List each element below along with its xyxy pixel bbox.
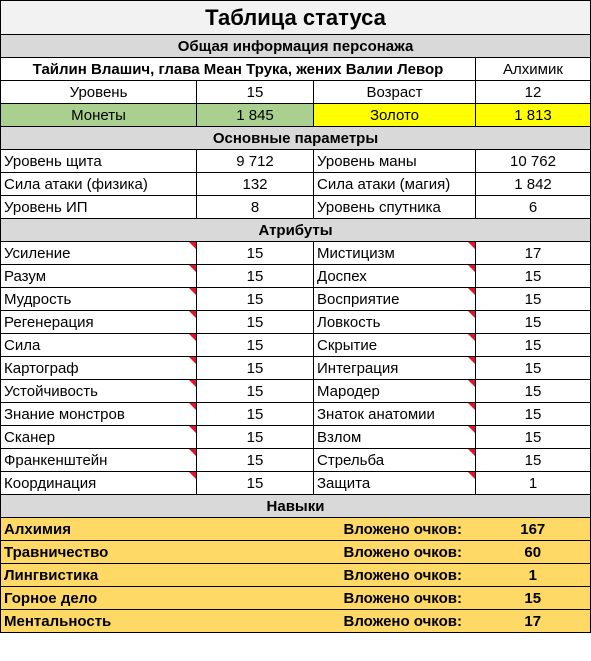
character-name: Тайлин Влашич, глава Меан Трука, жених Валии Левор bbox=[1, 58, 476, 81]
attribute-value: 15 bbox=[476, 403, 591, 426]
skill-row bbox=[1, 518, 591, 541]
attribute-value: 15 bbox=[197, 288, 314, 311]
section-skills-header: Навыки bbox=[1, 495, 591, 518]
attribute-label: Защита bbox=[314, 472, 476, 495]
attribute-label: Координация bbox=[1, 472, 197, 495]
attribute-label: Разум bbox=[1, 265, 197, 288]
age-label: Возраст bbox=[314, 81, 476, 104]
param-row bbox=[1, 196, 591, 219]
level-value: 15 bbox=[197, 81, 314, 104]
section-general-header: Общая информация персонажа bbox=[1, 35, 591, 58]
attribute-value: 15 bbox=[476, 334, 591, 357]
attribute-value: 15 bbox=[476, 311, 591, 334]
param-value: 10 762 bbox=[476, 150, 591, 173]
skill-points-value: 60 bbox=[476, 541, 591, 564]
attribute-row bbox=[1, 311, 591, 334]
attribute-value: 17 bbox=[476, 242, 591, 265]
attribute-label: Знаток анатомии bbox=[314, 403, 476, 426]
attribute-row bbox=[1, 449, 591, 472]
attribute-label: Регенерация bbox=[1, 311, 197, 334]
skill-row bbox=[1, 541, 591, 564]
param-label: Сила атаки (магия) bbox=[314, 173, 476, 196]
param-value: 9 712 bbox=[197, 150, 314, 173]
attribute-row bbox=[1, 334, 591, 357]
attribute-value: 15 bbox=[197, 380, 314, 403]
coins-value: 1 845 bbox=[197, 104, 314, 127]
attribute-value: 15 bbox=[197, 357, 314, 380]
attribute-value: 15 bbox=[476, 449, 591, 472]
attribute-row bbox=[1, 403, 591, 426]
param-label: Уровень ИП bbox=[1, 196, 197, 219]
skill-points-value: 17 bbox=[476, 610, 591, 633]
attribute-label: Сканер bbox=[1, 426, 197, 449]
skill-points-label: Вложено очков: bbox=[314, 541, 476, 564]
attribute-label: Мародер bbox=[314, 380, 476, 403]
level-label: Уровень bbox=[1, 81, 197, 104]
attribute-label: Сила bbox=[1, 334, 197, 357]
param-label: Уровень щита bbox=[1, 150, 197, 173]
attribute-label: Картограф bbox=[1, 357, 197, 380]
attribute-value: 15 bbox=[197, 265, 314, 288]
table-title: Таблица статуса bbox=[1, 1, 591, 35]
param-value: 1 842 bbox=[476, 173, 591, 196]
character-class: Алхимик bbox=[476, 58, 591, 81]
skill-points-value: 15 bbox=[476, 587, 591, 610]
gold-value: 1 813 bbox=[476, 104, 591, 127]
attribute-label: Франкенштейн bbox=[1, 449, 197, 472]
skill-points-value: 167 bbox=[476, 518, 591, 541]
attribute-label: Взлом bbox=[314, 426, 476, 449]
attribute-row bbox=[1, 472, 591, 495]
attribute-value: 15 bbox=[197, 426, 314, 449]
attribute-label: Устойчивость bbox=[1, 380, 197, 403]
skill-name: Ментальность bbox=[1, 610, 314, 633]
attribute-value: 15 bbox=[197, 334, 314, 357]
skill-points-label: Вложено очков: bbox=[314, 587, 476, 610]
skill-row bbox=[1, 564, 591, 587]
age-value: 12 bbox=[476, 81, 591, 104]
skill-name: Горное дело bbox=[1, 587, 314, 610]
attribute-value: 15 bbox=[197, 449, 314, 472]
attribute-value: 15 bbox=[476, 265, 591, 288]
coins-label: Монеты bbox=[1, 104, 197, 127]
attribute-label: Усиление bbox=[1, 242, 197, 265]
param-row bbox=[1, 150, 591, 173]
param-row bbox=[1, 173, 591, 196]
section-main-params-header: Основные параметры bbox=[1, 127, 591, 150]
skill-points-label: Вложено очков: bbox=[314, 518, 476, 541]
skill-points-value: 1 bbox=[476, 564, 591, 587]
attribute-row bbox=[1, 242, 591, 265]
attribute-value: 15 bbox=[476, 288, 591, 311]
attribute-value: 15 bbox=[197, 403, 314, 426]
attribute-label: Мудрость bbox=[1, 288, 197, 311]
attribute-row bbox=[1, 265, 591, 288]
param-value: 8 bbox=[197, 196, 314, 219]
attribute-label: Интеграция bbox=[314, 357, 476, 380]
attribute-label: Знание монстров bbox=[1, 403, 197, 426]
skill-row bbox=[1, 587, 591, 610]
skill-points-label: Вложено очков: bbox=[314, 564, 476, 587]
skill-name: Лингвистика bbox=[1, 564, 314, 587]
attribute-label: Восприятие bbox=[314, 288, 476, 311]
attribute-label: Ловкость bbox=[314, 311, 476, 334]
skill-name: Травничество bbox=[1, 541, 314, 564]
attribute-label: Доспех bbox=[314, 265, 476, 288]
attribute-value: 1 bbox=[476, 472, 591, 495]
skills-body bbox=[1, 518, 591, 633]
attribute-value: 15 bbox=[197, 472, 314, 495]
param-value: 132 bbox=[197, 173, 314, 196]
attribute-label: Скрытие bbox=[314, 334, 476, 357]
param-label: Сила атаки (физика) bbox=[1, 173, 197, 196]
attribute-label: Стрельба bbox=[314, 449, 476, 472]
skill-row bbox=[1, 610, 591, 633]
attribute-row bbox=[1, 357, 591, 380]
param-label: Уровень маны bbox=[314, 150, 476, 173]
attribute-row bbox=[1, 380, 591, 403]
param-label: Уровень спутника bbox=[314, 196, 476, 219]
attribute-value: 15 bbox=[476, 380, 591, 403]
attributes-body bbox=[1, 242, 591, 495]
attribute-value: 15 bbox=[197, 311, 314, 334]
skill-name: Алхимия bbox=[1, 518, 314, 541]
attribute-value: 15 bbox=[476, 426, 591, 449]
gold-label: Золото bbox=[314, 104, 476, 127]
attribute-value: 15 bbox=[197, 242, 314, 265]
skill-points-label: Вложено очков: bbox=[314, 610, 476, 633]
attribute-value: 15 bbox=[476, 357, 591, 380]
attribute-row bbox=[1, 288, 591, 311]
section-attributes-header: Атрибуты bbox=[1, 219, 591, 242]
param-value: 6 bbox=[476, 196, 591, 219]
attribute-label: Мистицизм bbox=[314, 242, 476, 265]
attribute-row bbox=[1, 426, 591, 449]
